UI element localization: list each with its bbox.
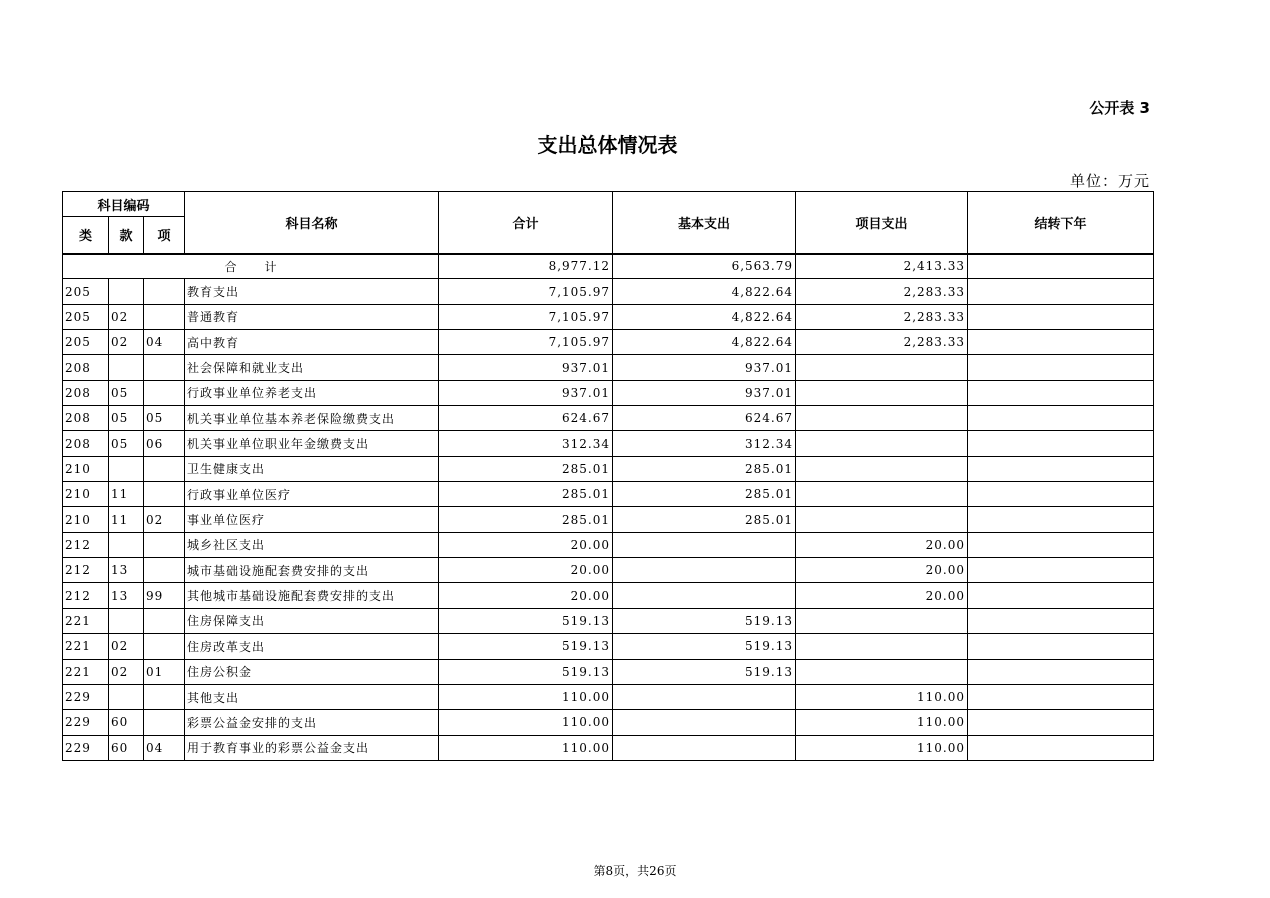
cell-basic: 285.01 <box>613 482 796 507</box>
cell-project: 110.00 <box>796 684 968 709</box>
cell-total: 937.01 <box>439 380 613 405</box>
cell-subject-name: 机关事业单位基本养老保险缴费支出 <box>185 406 439 431</box>
cell-xiang: 05 <box>144 406 185 431</box>
cell-xiang: 06 <box>144 431 185 456</box>
table-row <box>63 735 1154 760</box>
header-lei: 类 <box>63 217 109 254</box>
cell-kuan <box>109 456 144 481</box>
cell-subject-name: 事业单位医疗 <box>185 507 439 532</box>
cell-total: 285.01 <box>439 456 613 481</box>
cell-subject-name: 住房保障支出 <box>185 608 439 633</box>
total-project: 2,413.33 <box>796 254 968 279</box>
cell-lei: 229 <box>63 684 109 709</box>
cell-kuan: 05 <box>109 406 144 431</box>
cell-basic: 4,822.64 <box>613 304 796 329</box>
cell-xiang: 01 <box>144 659 185 684</box>
cell-subject-name: 住房公积金 <box>185 659 439 684</box>
cell-carry <box>968 659 1154 684</box>
cell-basic <box>613 532 796 557</box>
cell-project <box>796 431 968 456</box>
cell-total: 519.13 <box>439 608 613 633</box>
cell-carry <box>968 634 1154 659</box>
header-total: 合计 <box>439 192 613 254</box>
cell-subject-name: 普通教育 <box>185 304 439 329</box>
cell-project: 20.00 <box>796 532 968 557</box>
cell-carry <box>968 735 1154 760</box>
cell-subject-name: 城市基础设施配套费安排的支出 <box>185 558 439 583</box>
cell-basic <box>613 684 796 709</box>
cell-xiang: 99 <box>144 583 185 608</box>
cell-xiang <box>144 710 185 735</box>
cell-subject-name: 教育支出 <box>185 279 439 304</box>
cell-subject-name: 城乡社区支出 <box>185 532 439 557</box>
cell-project <box>796 380 968 405</box>
cell-kuan <box>109 608 144 633</box>
cell-xiang <box>144 634 185 659</box>
cell-carry <box>968 608 1154 633</box>
cell-total: 285.01 <box>439 482 613 507</box>
form-number: 公开表 3 <box>1089 99 1150 117</box>
table-row <box>63 304 1154 329</box>
cell-total: 110.00 <box>439 735 613 760</box>
cell-total: 7,105.97 <box>439 304 613 329</box>
table-row <box>63 634 1154 659</box>
cell-kuan: 60 <box>109 710 144 735</box>
cell-kuan <box>109 532 144 557</box>
cell-lei: 221 <box>63 659 109 684</box>
cell-xiang <box>144 380 185 405</box>
cell-total: 7,105.97 <box>439 330 613 355</box>
cell-kuan <box>109 279 144 304</box>
cell-carry <box>968 456 1154 481</box>
cell-lei: 210 <box>63 507 109 532</box>
cell-carry <box>968 558 1154 583</box>
page-title: 支出总体情况表 <box>537 133 678 157</box>
cell-xiang <box>144 355 185 380</box>
cell-project <box>796 355 968 380</box>
cell-lei: 205 <box>63 279 109 304</box>
cell-total: 110.00 <box>439 710 613 735</box>
cell-subject-name: 机关事业单位职业年金缴费支出 <box>185 431 439 456</box>
cell-basic: 312.34 <box>613 431 796 456</box>
header-project: 项目支出 <box>796 192 968 254</box>
cell-carry <box>968 507 1154 532</box>
table-row <box>63 507 1154 532</box>
cell-carry <box>968 583 1154 608</box>
cell-basic: 519.13 <box>613 659 796 684</box>
cell-lei: 212 <box>63 532 109 557</box>
table-row <box>63 406 1154 431</box>
cell-lei: 229 <box>63 735 109 760</box>
cell-xiang <box>144 608 185 633</box>
cell-project: 2,283.33 <box>796 330 968 355</box>
cell-total: 937.01 <box>439 355 613 380</box>
table-row <box>63 456 1154 481</box>
cell-basic: 285.01 <box>613 507 796 532</box>
cell-lei: 221 <box>63 608 109 633</box>
cell-carry <box>968 406 1154 431</box>
cell-total: 519.13 <box>439 634 613 659</box>
cell-carry <box>968 684 1154 709</box>
cell-lei: 229 <box>63 710 109 735</box>
cell-total: 20.00 <box>439 583 613 608</box>
expenditure-table <box>62 191 1154 761</box>
cell-xiang: 02 <box>144 507 185 532</box>
cell-lei: 208 <box>63 431 109 456</box>
cell-carry <box>968 431 1154 456</box>
cell-lei: 212 <box>63 583 109 608</box>
total-amount: 8,977.12 <box>439 254 613 279</box>
cell-subject-name: 其他城市基础设施配套费安排的支出 <box>185 583 439 608</box>
cell-lei: 205 <box>63 304 109 329</box>
cell-subject-name: 彩票公益金安排的支出 <box>185 710 439 735</box>
cell-basic: 937.01 <box>613 380 796 405</box>
cell-kuan: 60 <box>109 735 144 760</box>
cell-total: 20.00 <box>439 532 613 557</box>
cell-carry <box>968 482 1154 507</box>
cell-subject-name: 社会保障和就业支出 <box>185 355 439 380</box>
cell-subject-name: 行政事业单位养老支出 <box>185 380 439 405</box>
cell-basic: 624.67 <box>613 406 796 431</box>
cell-carry <box>968 279 1154 304</box>
cell-project <box>796 634 968 659</box>
table-row <box>63 710 1154 735</box>
cell-project: 110.00 <box>796 710 968 735</box>
cell-lei: 210 <box>63 482 109 507</box>
cell-subject-name: 住房改革支出 <box>185 634 439 659</box>
cell-project: 2,283.33 <box>796 304 968 329</box>
cell-xiang <box>144 304 185 329</box>
cell-project: 20.00 <box>796 583 968 608</box>
cell-xiang: 04 <box>144 330 185 355</box>
cell-total: 285.01 <box>439 507 613 532</box>
cell-xiang <box>144 279 185 304</box>
table-row <box>63 583 1154 608</box>
table-row <box>63 608 1154 633</box>
table-row <box>63 279 1154 304</box>
table-row <box>63 380 1154 405</box>
cell-project <box>796 608 968 633</box>
cell-carry <box>968 380 1154 405</box>
table-row <box>63 684 1154 709</box>
cell-xiang <box>144 684 185 709</box>
cell-kuan: 11 <box>109 507 144 532</box>
cell-carry <box>968 532 1154 557</box>
cell-basic: 4,822.64 <box>613 279 796 304</box>
table-row <box>63 558 1154 583</box>
cell-kuan: 02 <box>109 634 144 659</box>
total-carry <box>968 254 1154 279</box>
cell-lei: 208 <box>63 406 109 431</box>
cell-kuan: 02 <box>109 330 144 355</box>
cell-total: 624.67 <box>439 406 613 431</box>
cell-project <box>796 659 968 684</box>
cell-project: 2,283.33 <box>796 279 968 304</box>
cell-kuan: 05 <box>109 431 144 456</box>
cell-basic: 519.13 <box>613 634 796 659</box>
cell-project: 20.00 <box>796 558 968 583</box>
table-row <box>63 532 1154 557</box>
cell-basic: 937.01 <box>613 355 796 380</box>
header-basic: 基本支出 <box>613 192 796 254</box>
header-row-1 <box>63 192 1154 217</box>
cell-lei: 221 <box>63 634 109 659</box>
header-xiang: 项 <box>144 217 185 254</box>
table-row <box>63 330 1154 355</box>
cell-project <box>796 482 968 507</box>
cell-basic <box>613 735 796 760</box>
cell-kuan: 13 <box>109 558 144 583</box>
cell-subject-name: 高中教育 <box>185 330 439 355</box>
unit-label: 单位：万元 <box>1069 172 1150 190</box>
cell-basic <box>613 583 796 608</box>
cell-total: 20.00 <box>439 558 613 583</box>
cell-xiang: 04 <box>144 735 185 760</box>
cell-basic: 285.01 <box>613 456 796 481</box>
cell-subject-name: 其他支出 <box>185 684 439 709</box>
total-label: 合计 <box>63 254 439 279</box>
cell-basic <box>613 710 796 735</box>
cell-xiang <box>144 532 185 557</box>
table-row <box>63 482 1154 507</box>
cell-lei: 208 <box>63 380 109 405</box>
cell-project: 110.00 <box>796 735 968 760</box>
cell-project <box>796 406 968 431</box>
header-kuan: 款 <box>109 217 144 254</box>
cell-basic <box>613 558 796 583</box>
total-row <box>63 254 1154 279</box>
cell-kuan: 11 <box>109 482 144 507</box>
cell-xiang <box>144 482 185 507</box>
cell-basic: 4,822.64 <box>613 330 796 355</box>
cell-carry <box>968 355 1154 380</box>
cell-project <box>796 507 968 532</box>
cell-basic: 519.13 <box>613 608 796 633</box>
page-number: 第8页，共26页 <box>593 864 677 878</box>
cell-subject-name: 卫生健康支出 <box>185 456 439 481</box>
cell-subject-name: 行政事业单位医疗 <box>185 482 439 507</box>
cell-total: 519.13 <box>439 659 613 684</box>
cell-kuan: 13 <box>109 583 144 608</box>
cell-carry <box>968 330 1154 355</box>
cell-kuan: 05 <box>109 380 144 405</box>
cell-xiang <box>144 558 185 583</box>
header-subject-code: 科目编码 <box>63 192 185 217</box>
cell-kuan <box>109 684 144 709</box>
cell-project <box>796 456 968 481</box>
cell-subject-name: 用于教育事业的彩票公益金支出 <box>185 735 439 760</box>
cell-kuan: 02 <box>109 659 144 684</box>
cell-kuan: 02 <box>109 304 144 329</box>
cell-total: 110.00 <box>439 684 613 709</box>
cell-total: 7,105.97 <box>439 279 613 304</box>
cell-xiang <box>144 456 185 481</box>
cell-lei: 205 <box>63 330 109 355</box>
cell-total: 312.34 <box>439 431 613 456</box>
cell-carry <box>968 710 1154 735</box>
cell-lei: 210 <box>63 456 109 481</box>
total-basic: 6,563.79 <box>613 254 796 279</box>
table-row <box>63 659 1154 684</box>
cell-lei: 208 <box>63 355 109 380</box>
table-row <box>63 431 1154 456</box>
cell-kuan <box>109 355 144 380</box>
cell-carry <box>968 304 1154 329</box>
cell-lei: 212 <box>63 558 109 583</box>
header-carry-over: 结转下年 <box>968 192 1154 254</box>
table-row <box>63 355 1154 380</box>
header-subject-name: 科目名称 <box>185 192 439 254</box>
